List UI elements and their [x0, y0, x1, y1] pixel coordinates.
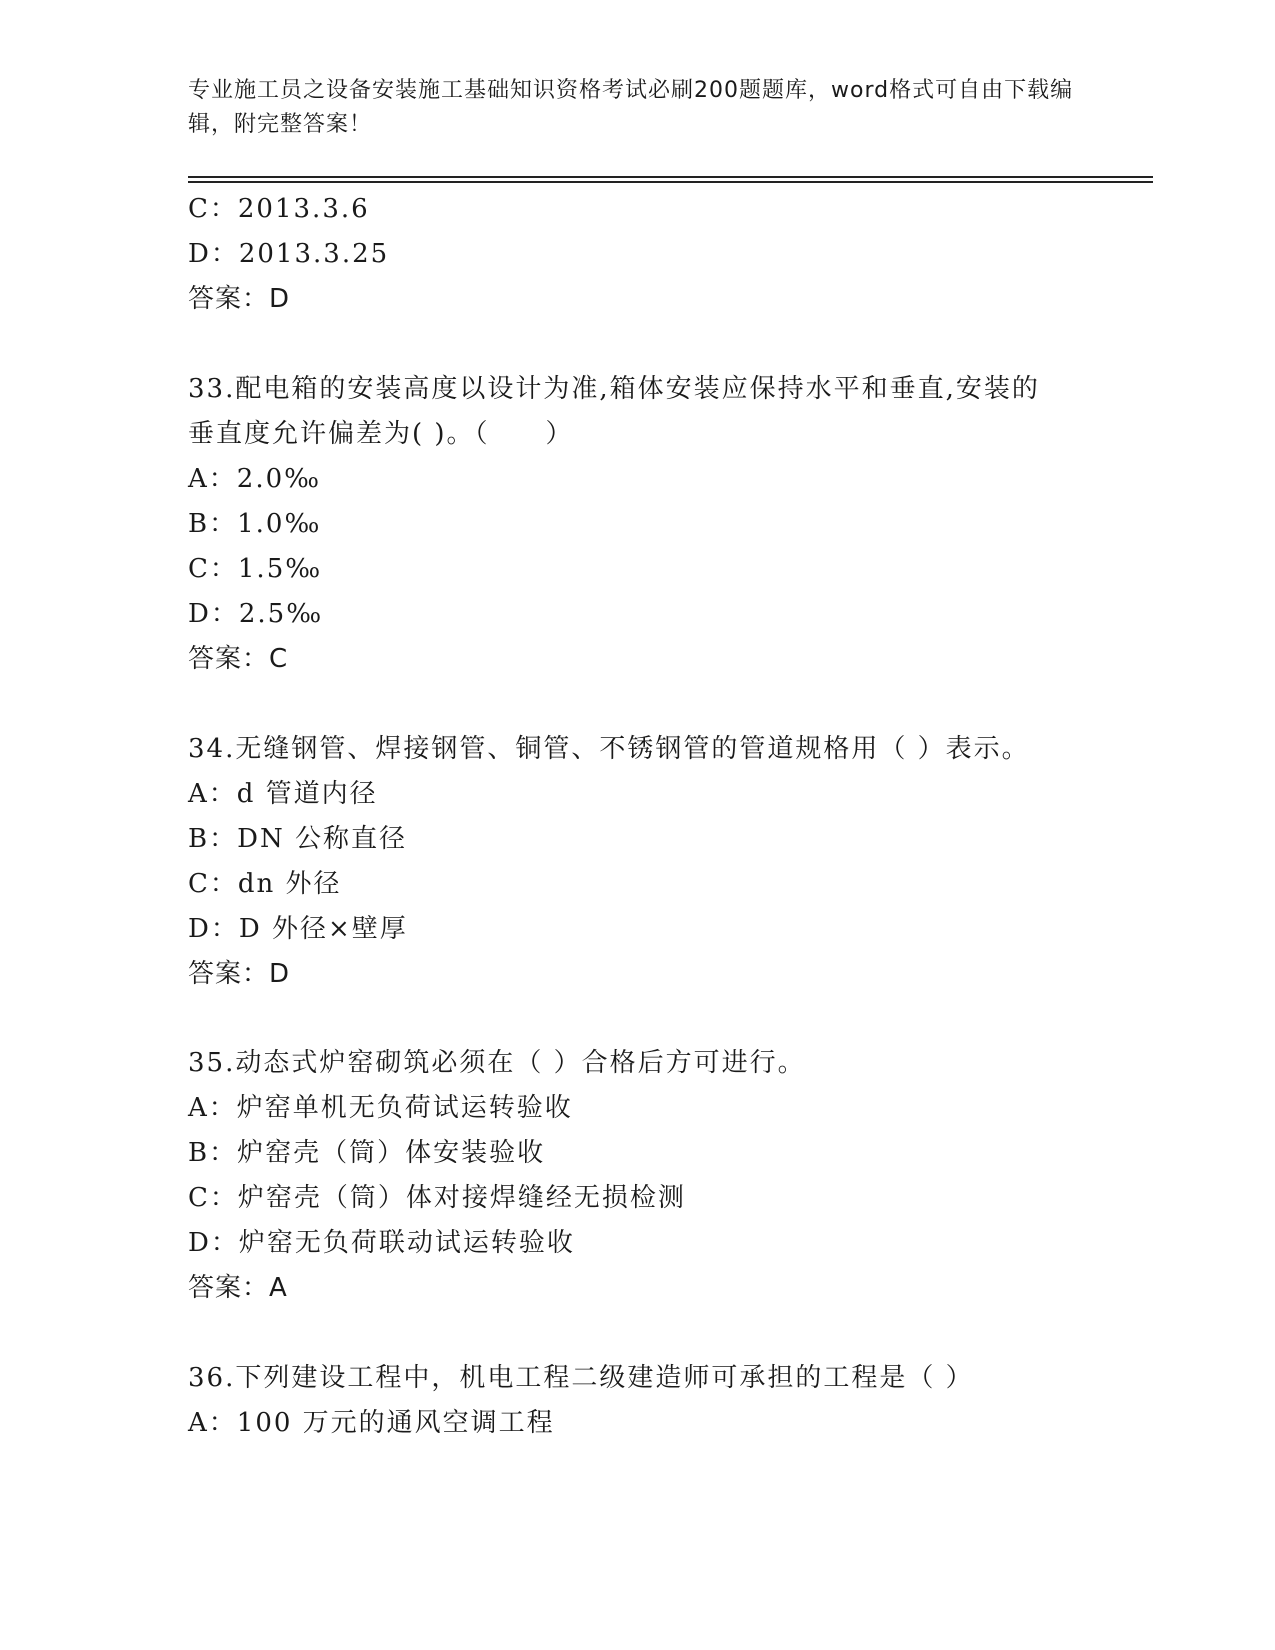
- q33-option-a: A：2.0‰: [188, 464, 322, 494]
- q34-option-c: C：dn 外径: [188, 869, 342, 899]
- q36-stem: 36.下列建设工程中，机电工程二级建造师可承担的工程是（ ）: [188, 1363, 974, 1393]
- q34-answer: 答案：D: [188, 959, 291, 989]
- q35-answer: 答案：A: [188, 1273, 288, 1303]
- q35-option-b: B：炉窑壳（筒）体安装验收: [188, 1138, 546, 1168]
- q35-stem: 35.动态式炉窑砌筑必须在（ ）合格后方可进行。: [188, 1048, 806, 1078]
- q33-option-b: B：1.0‰: [188, 509, 322, 539]
- header-rule-top: [188, 176, 1153, 178]
- q33-stem-line1: 33.配电箱的安装高度以设计为准,箱体安装应保持水平和垂直,安装的: [188, 374, 1040, 404]
- q34-option-d: D：D 外径×壁厚: [188, 914, 408, 944]
- document-header: 专业施工员之设备安装施工基础知识资格考试必刷200题题库，word格式可自由下载编辑，附完整答案！: [188, 78, 1074, 137]
- q36-option-a: A：100 万元的通风空调工程: [188, 1408, 555, 1438]
- prev-option-c: C：2013.3.6: [188, 194, 370, 224]
- q35-option-d: D：炉窑无负荷联动试运转验收: [188, 1228, 575, 1258]
- q33-answer: 答案：C: [188, 644, 289, 674]
- q33-option-d: D：2.5‰: [188, 599, 324, 629]
- q35-option-a: A：炉窑单机无负荷试运转验收: [188, 1093, 573, 1123]
- q33-stem-line2: 垂直度允许偏差为( )。（ ）: [188, 419, 574, 449]
- q33-option-c: C：1.5‰: [188, 554, 323, 584]
- header-rule-bottom: [188, 181, 1153, 183]
- prev-answer: 答案：D: [188, 284, 291, 314]
- q35-option-c: C：炉窑壳（筒）体对接焊缝经无损检测: [188, 1183, 686, 1213]
- q34-option-b: B：DN 公称直径: [188, 824, 407, 854]
- prev-option-d: D：2013.3.25: [188, 239, 390, 269]
- q34-option-a: A：d 管道内径: [188, 779, 378, 809]
- q34-stem: 34.无缝钢管、焊接钢管、铜管、不锈钢管的管道规格用（ ）表示。: [188, 734, 1030, 764]
